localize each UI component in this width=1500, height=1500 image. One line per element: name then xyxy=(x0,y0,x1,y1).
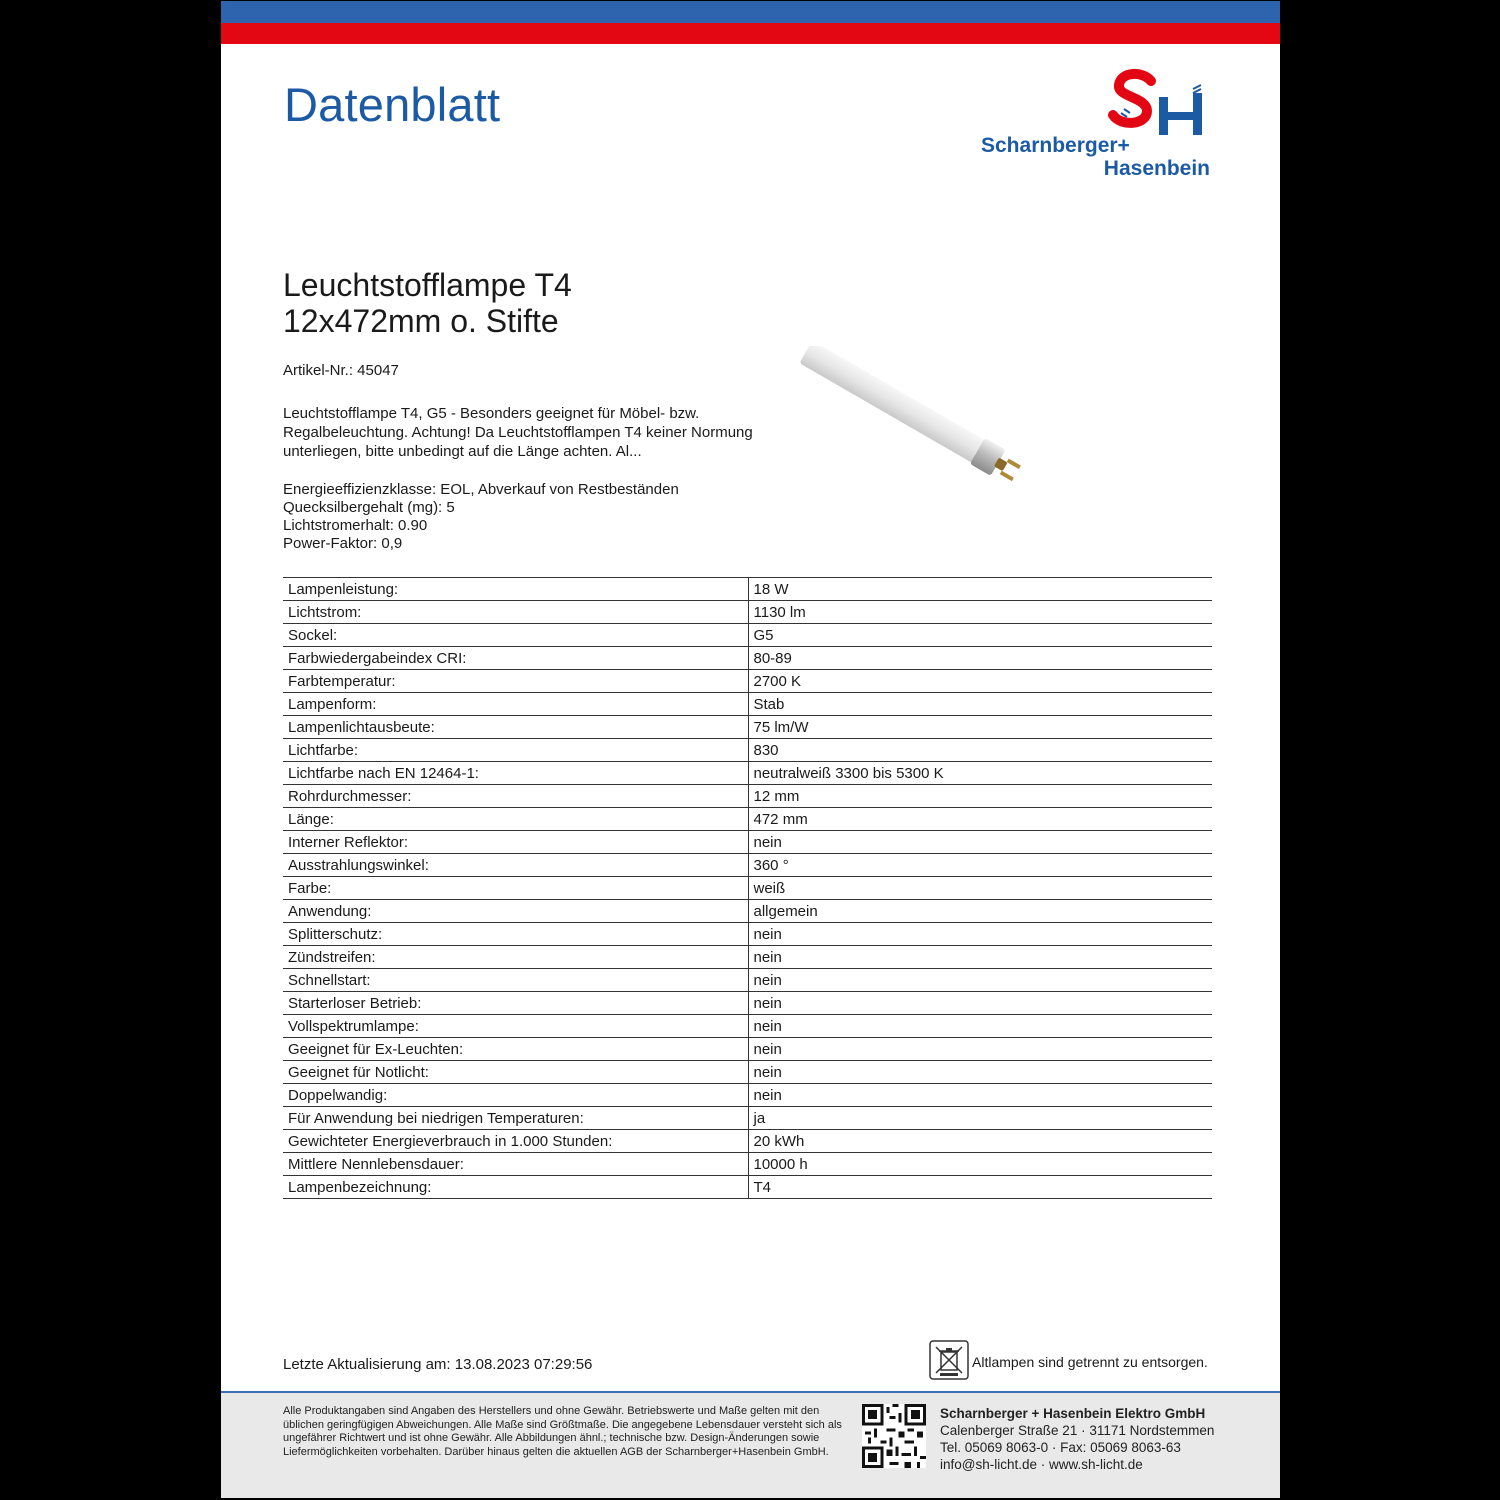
legal-disclaimer: Alle Produktangaben sind Angaben des Herstellers und ohne Gewähr. Betriebswerte und Maße gelten mit den üblichen geringfügigen Abweichungen. Alle Maße sind Größtmaße. Die angegebene Lebensdauer versteht sich als ungefährer Richtwert und ist ohne Gewähr. Alle Abbildungen ähnl.; technische bzw. Design-Änderungen sowie Liefermöglichkeiten vorbehalten. Darüber hinaus gelten die aktuellen AGB der Scharnberger+Hasenbein GmbH. xyxy=(283,1405,842,1458)
crossed-out-bin-icon xyxy=(929,1340,969,1380)
spec-value: 2700 K xyxy=(748,670,1212,693)
spec-value: G5 xyxy=(748,624,1212,647)
spec-row xyxy=(283,1061,1212,1084)
spec-label: Für Anwendung bei niedrigen Temperaturen: xyxy=(283,1107,748,1130)
spec-row xyxy=(283,1176,1212,1199)
spec-label: Vollspektrumlampe: xyxy=(283,1015,748,1038)
spec-row xyxy=(283,601,1212,624)
spec-label: Sockel: xyxy=(283,624,748,647)
spec-row xyxy=(283,762,1212,785)
energy-line: Energieeffizienzklasse: EOL, Abverkauf von Restbeständen xyxy=(283,481,679,498)
spec-value: 75 lm/W xyxy=(748,716,1212,739)
spec-value: 472 mm xyxy=(748,808,1212,831)
spec-row xyxy=(283,831,1212,854)
spec-row xyxy=(283,854,1212,877)
spec-row xyxy=(283,578,1212,601)
product-title xyxy=(283,267,572,339)
spec-value: nein xyxy=(748,946,1212,969)
spec-label: Länge: xyxy=(283,808,748,831)
spec-label: Lampenform: xyxy=(283,693,748,716)
spec-row xyxy=(283,647,1212,670)
article-number: Artikel-Nr.: 45047 xyxy=(283,362,399,379)
spec-row xyxy=(283,1015,1212,1038)
spec-label: Anwendung: xyxy=(283,900,748,923)
spec-label: Zündstreifen: xyxy=(283,946,748,969)
lamp-product-image xyxy=(799,346,1039,486)
spec-label: Geeignet für Notlicht: xyxy=(283,1061,748,1084)
spec-row xyxy=(283,716,1212,739)
spec-value: ja xyxy=(748,1107,1212,1130)
spec-label: Lichtstrom: xyxy=(283,601,748,624)
spec-row xyxy=(283,992,1212,1015)
product-title-line1: Leuchtstofflampe T4 xyxy=(283,267,572,303)
spec-label: Schnellstart: xyxy=(283,969,748,992)
spec-row xyxy=(283,1038,1212,1061)
spec-label: Ausstrahlungswinkel: xyxy=(283,854,748,877)
company-logo xyxy=(981,67,1221,187)
company-web: info@sh-licht.de · www.sh-licht.de xyxy=(940,1457,1143,1472)
spec-label: Interner Reflektor: xyxy=(283,831,748,854)
spec-value: 12 mm xyxy=(748,785,1212,808)
spec-value: 80-89 xyxy=(748,647,1212,670)
spec-label: Mittlere Nennlebensdauer: xyxy=(283,1153,748,1176)
spec-value: neutralweiß 3300 bis 5300 K xyxy=(748,762,1212,785)
footer xyxy=(221,1391,1280,1498)
spec-label: Rohrdurchmesser: xyxy=(283,785,748,808)
last-update: Letzte Aktualisierung am: 13.08.2023 07:29:56 xyxy=(283,1356,593,1373)
spec-value: nein xyxy=(748,969,1212,992)
spec-row xyxy=(283,808,1212,831)
company-info xyxy=(940,1405,1214,1473)
energy-info xyxy=(283,481,679,553)
sh-logo-mark-icon xyxy=(981,67,1221,137)
product-description: Leuchtstofflampe T4, G5 - Besonders geeignet für Möbel- bzw. Regalbeleuchtung. Achtung! Da Leuchtstofflampen T4 keiner Normung unterliegen, bitte unbedingt auf die Länge achten. Al... xyxy=(283,405,753,460)
spec-value: nein xyxy=(748,1015,1212,1038)
spec-row xyxy=(283,877,1212,900)
spec-row xyxy=(283,1130,1212,1153)
spec-label: Splitterschutz: xyxy=(283,923,748,946)
spec-value: T4 xyxy=(748,1176,1212,1199)
spec-value: nein xyxy=(748,923,1212,946)
header-stripe-red xyxy=(221,23,1280,44)
spec-row xyxy=(283,969,1212,992)
spec-value: nein xyxy=(748,1038,1212,1061)
qr-code-icon xyxy=(862,1404,926,1468)
product-title-line2: 12x472mm o. Stifte xyxy=(283,303,559,339)
spec-row xyxy=(283,785,1212,808)
spec-row xyxy=(283,900,1212,923)
energy-line: Lichtstromerhalt: 0.90 xyxy=(283,517,428,534)
spec-row xyxy=(283,923,1212,946)
spec-value: Stab xyxy=(748,693,1212,716)
spec-label: Doppelwandig: xyxy=(283,1084,748,1107)
spec-value: 830 xyxy=(748,739,1212,762)
spec-value: 360 ° xyxy=(748,854,1212,877)
spec-label: Starterloser Betrieb: xyxy=(283,992,748,1015)
logo-text-line1: Scharnberger+ xyxy=(981,134,1130,157)
spec-value: allgemein xyxy=(748,900,1212,923)
company-phone: Tel. 05069 8063-0 · Fax: 05069 8063-63 xyxy=(940,1440,1181,1455)
spec-value: weiß xyxy=(748,877,1212,900)
spec-label: Lichtfarbe nach EN 12464-1: xyxy=(283,762,748,785)
spec-row xyxy=(283,739,1212,762)
logo-text-line2: Hasenbein xyxy=(1103,157,1210,180)
weee-note: Altlampen sind getrennt zu entsorgen. xyxy=(972,1354,1208,1370)
specs-table xyxy=(283,577,1212,1199)
energy-line: Quecksilbergehalt (mg): 5 xyxy=(283,499,455,516)
spec-label: Lichtfarbe: xyxy=(283,739,748,762)
spec-label: Farbtemperatur: xyxy=(283,670,748,693)
spec-label: Geeignet für Ex-Leuchten: xyxy=(283,1038,748,1061)
spec-label: Farbe: xyxy=(283,877,748,900)
spec-row xyxy=(283,1084,1212,1107)
energy-line: Power-Faktor: 0,9 xyxy=(283,535,403,552)
datasheet-page xyxy=(221,1,1280,1498)
spec-row xyxy=(283,624,1212,647)
spec-value: 1130 lm xyxy=(748,601,1212,624)
spec-row xyxy=(283,1107,1212,1130)
spec-value: 18 W xyxy=(748,578,1212,601)
company-address: Calenberger Straße 21 · 31171 Nordstemmen xyxy=(940,1423,1215,1438)
document-heading: Datenblatt xyxy=(284,78,501,131)
spec-value: 10000 h xyxy=(748,1153,1212,1176)
header-stripe-blue xyxy=(221,1,1280,23)
spec-label: Lampenleistung: xyxy=(283,578,748,601)
company-name: Scharnberger + Hasenbein Elektro GmbH xyxy=(940,1406,1206,1421)
spec-row xyxy=(283,946,1212,969)
spec-label: Lampenbezeichnung: xyxy=(283,1176,748,1199)
spec-value: nein xyxy=(748,1061,1212,1084)
spec-value: 20 kWh xyxy=(748,1130,1212,1153)
spec-value: nein xyxy=(748,1084,1212,1107)
spec-label: Gewichteter Energieverbrauch in 1.000 Stunden: xyxy=(283,1130,748,1153)
spec-value: nein xyxy=(748,831,1212,854)
spec-label: Farbwiedergabeindex CRI: xyxy=(283,647,748,670)
spec-label: Lampenlichtausbeute: xyxy=(283,716,748,739)
spec-row xyxy=(283,1153,1212,1176)
spec-value: nein xyxy=(748,992,1212,1015)
spec-row xyxy=(283,693,1212,716)
spec-row xyxy=(283,670,1212,693)
